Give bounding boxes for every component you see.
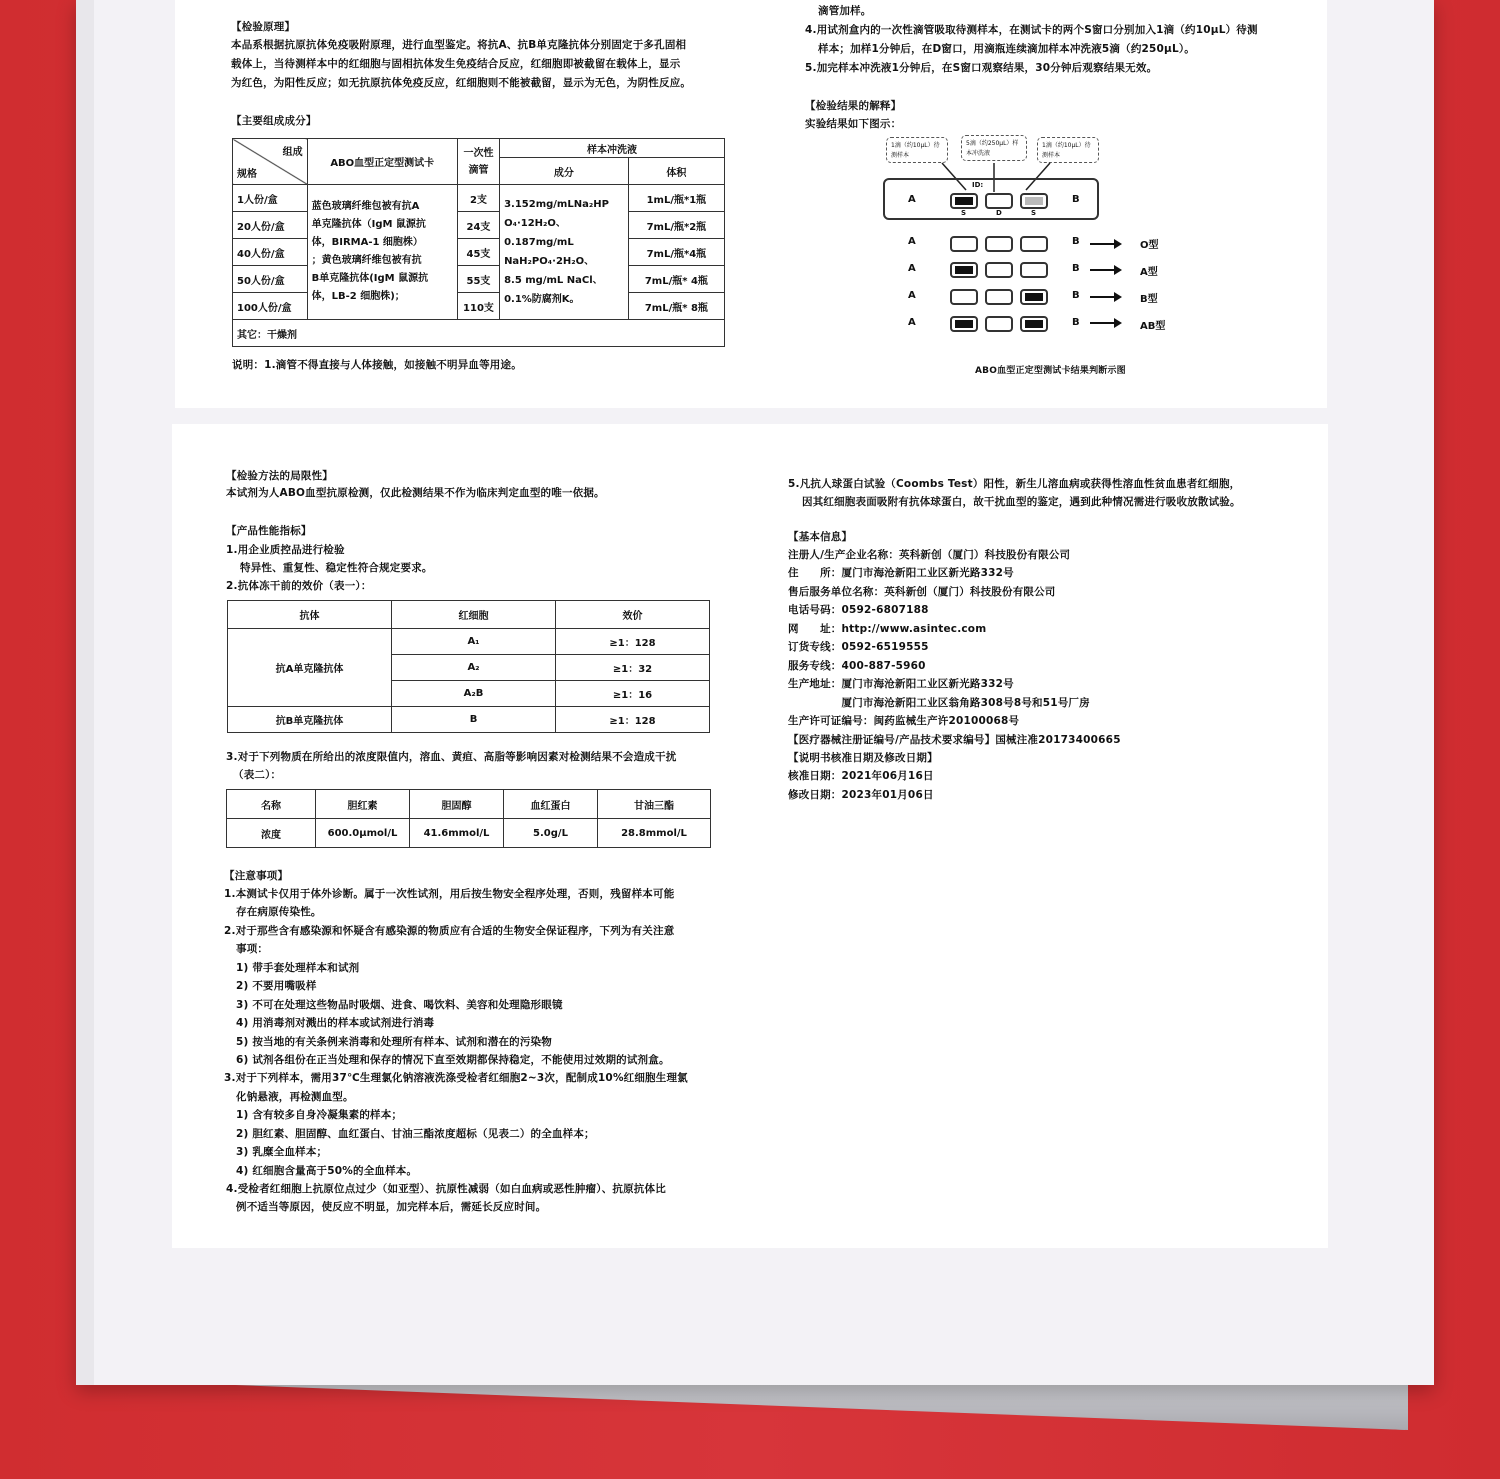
interference-header: 胆固醇 xyxy=(410,790,504,819)
section-heading-limitation: 【检验方法的局限性】 xyxy=(226,470,333,482)
components-note: 说明：1.滴管不得直接与人体接触，如接触不明异血等用途。 xyxy=(232,359,522,371)
header-card: ABO血型正定型测试卡 xyxy=(307,139,457,185)
dropper-cell: 24支 xyxy=(457,212,499,239)
titer-value: ≥1：16 xyxy=(556,681,710,707)
website-link: 网 址：http://www.asintec.com xyxy=(788,623,987,635)
cell-type: A₂B xyxy=(392,681,556,707)
interference-value: 5.0g/L xyxy=(504,819,598,848)
other-cell: 其它：干燥剂 xyxy=(233,320,725,347)
components-table xyxy=(232,138,725,347)
antibody-cell: 抗B单克隆抗体 xyxy=(228,707,392,733)
cell-type: A₁ xyxy=(392,629,556,655)
section-heading-interpretation: 【检验结果的解释】 xyxy=(805,100,902,112)
interference-header: 血红蛋白 xyxy=(504,790,598,819)
window-label: D xyxy=(996,209,1002,217)
step-line: 5.加完样本冲洗液1分钟后，在S窗口观察结果，30分钟后观察结果无效。 xyxy=(805,62,1158,74)
cell-type: B xyxy=(392,707,556,733)
spec-cell: 50人份/盒 xyxy=(233,266,308,293)
section-heading-performance: 【产品性能指标】 xyxy=(226,525,312,537)
antibody-cell: 抗A单克隆抗体 xyxy=(228,629,392,707)
interpretation-intro: 实验结果如下图示： xyxy=(805,118,902,130)
wash-vol-cell: 1mL/瓶*1瓶 xyxy=(628,185,724,212)
header-dropper: 一次性滴管 xyxy=(457,139,499,185)
callout-sample-left: 1滴（约10μL）待测样本 xyxy=(886,137,948,163)
principle-line: 本品系根据抗原抗体免疫吸附原理，进行血型鉴定。将抗A、抗B单克隆抗体分别固定于多孔固相 xyxy=(231,39,687,51)
dropper-cell: 2支 xyxy=(457,185,499,212)
result-type: O型 xyxy=(1140,240,1159,251)
spec-cell: 40人份/盒 xyxy=(233,239,308,266)
interference-header: 胆红素 xyxy=(316,790,410,819)
arrow-icon xyxy=(1090,322,1120,324)
card-window-s1 xyxy=(950,193,978,209)
section-heading-components: 【主要组成成分】 xyxy=(231,115,317,127)
performance-item: 2.抗体冻干前的效价（表一）： xyxy=(226,580,372,592)
arrow-icon xyxy=(1090,243,1120,245)
titer-header: 红细胞 xyxy=(392,601,556,629)
wash-comp-cell: 3.152mg/mLNa₂HP O₄·12H₂O、 0.187mg/mL NaH₂PO₄·2H₂O、 8.5 mg/mL NaCl、 0.1%防腐剂K。 xyxy=(500,185,629,320)
limitation-text: 本试剂为人ABO血型抗原检测，仅此检测结果不作为临床判定血型的唯一依据。 xyxy=(226,487,605,499)
titer-value: ≥1：128 xyxy=(556,707,710,733)
performance-item3: （表二）： xyxy=(233,769,282,781)
interference-header: 甘油三酯 xyxy=(598,790,711,819)
result-type: A型 xyxy=(1140,267,1158,278)
interference-table xyxy=(226,789,711,848)
titer-value: ≥1：128 xyxy=(556,629,710,655)
card-label-b: B xyxy=(1072,194,1080,205)
performance-item: 特异性、重复性、稳定性符合规定要求。 xyxy=(240,562,433,574)
principle-line: 为红色，为阳性反应；如无抗原抗体免疫反应，红细胞则不能被截留，显示为无色，为阴性反应。 xyxy=(231,77,692,89)
titer-table xyxy=(227,600,710,733)
dropper-cell: 55支 xyxy=(457,266,499,293)
item5-line: 因其红细胞表面吸附有抗体球蛋白，故干扰血型的鉴定，遇到此种情况需进行吸收放散试验。 xyxy=(802,496,1241,508)
callout-sample-right: 1滴（约10μL）待测样本 xyxy=(1037,137,1099,163)
item5-line: 5.凡抗人球蛋白试验（Coombs Test）阳性，新生儿溶血病或获得性溶血性贫血患者红细胞， xyxy=(788,478,1241,490)
diagram-caption: ABO血型正定型测试卡结果判断示图 xyxy=(975,366,1126,376)
corner-top-label: 组成 xyxy=(282,147,303,158)
section-heading-precautions: 【注意事项】 xyxy=(224,870,289,882)
arrow-icon xyxy=(1090,269,1120,271)
principle-line: 载体上，当待测样本中的红细胞与固相抗体发生免疫结合反应，红细胞即被截留在载体上，显示 xyxy=(231,58,681,70)
wash-vol-cell: 7mL/瓶*4瓶 xyxy=(628,239,724,266)
titer-value: ≥1：32 xyxy=(556,655,710,681)
performance-item3: 3.对于下列物质在所给出的浓度限值内，溶血、黄疸、高脂等影响因素对检测结果不会造成干扰 xyxy=(226,751,677,763)
window-label: S xyxy=(961,209,967,217)
callout-wash: 5滴（约250μL）样本冲洗液 xyxy=(961,135,1027,161)
wash-vol-cell: 7mL/瓶*2瓶 xyxy=(628,212,724,239)
dropper-cell: 45支 xyxy=(457,239,499,266)
header-wash: 样本冲洗液 xyxy=(500,139,725,158)
header-wash-comp: 成分 xyxy=(500,158,629,185)
result-type: B型 xyxy=(1140,294,1158,305)
cell-type: A₂ xyxy=(392,655,556,681)
interference-value: 600.0μmol/L xyxy=(316,819,410,848)
section-heading-principle: 【检验原理】 xyxy=(231,21,296,33)
window-label: S xyxy=(1031,209,1037,217)
corner-bottom-label: 规格 xyxy=(237,169,257,180)
interference-value: 28.8mmol/L xyxy=(598,819,711,848)
card-id-label: ID: xyxy=(972,181,984,189)
dropper-cell: 110支 xyxy=(457,293,499,320)
card-window-d xyxy=(985,193,1013,209)
titer-header: 效价 xyxy=(556,601,710,629)
spec-cell: 20人份/盒 xyxy=(233,212,308,239)
interference-value: 浓度 xyxy=(227,819,316,848)
titer-header: 抗体 xyxy=(228,601,392,629)
card-desc-cell: 蓝色玻璃纤维包被有抗A 单克隆抗体（IgM 鼠源抗 体，BIRMA-1 细胞株） ；黄色玻璃纤维包被有抗 B单克隆抗体(IgM 鼠源抗 体，LB-2 细胞株)； xyxy=(307,185,457,320)
card-window-s2 xyxy=(1020,193,1048,209)
step-line: 样本；加样1分钟后，在D窗口，用滴瓶连续滴加样本冲洗液5滴（约250μL）。 xyxy=(818,43,1196,55)
interference-value: 41.6mmol/L xyxy=(410,819,504,848)
arrow-icon xyxy=(1090,296,1120,298)
spec-cell: 1人份/盒 xyxy=(233,185,308,212)
result-type: AB型 xyxy=(1140,321,1166,332)
step-line: 滴管加样。 xyxy=(818,5,872,17)
wash-vol-cell: 7mL/瓶* 8瓶 xyxy=(628,293,724,320)
step-line: 4.用试剂盒内的一次性滴管吸取待测样本，在测试卡的两个S窗口分别加入1滴（约10μL）待测 xyxy=(805,24,1258,36)
corner-cell xyxy=(233,139,308,185)
card-label-a: A xyxy=(908,194,916,205)
section-heading-basic-info: 【基本信息】 xyxy=(788,531,853,543)
performance-item: 1.用企业质控品进行检验 xyxy=(226,544,345,556)
spec-cell: 100人份/盒 xyxy=(233,293,308,320)
wash-vol-cell: 7mL/瓶* 4瓶 xyxy=(628,266,724,293)
paper-edge xyxy=(76,0,94,1385)
header-wash-vol: 体积 xyxy=(628,158,724,185)
interference-header: 名称 xyxy=(227,790,316,819)
